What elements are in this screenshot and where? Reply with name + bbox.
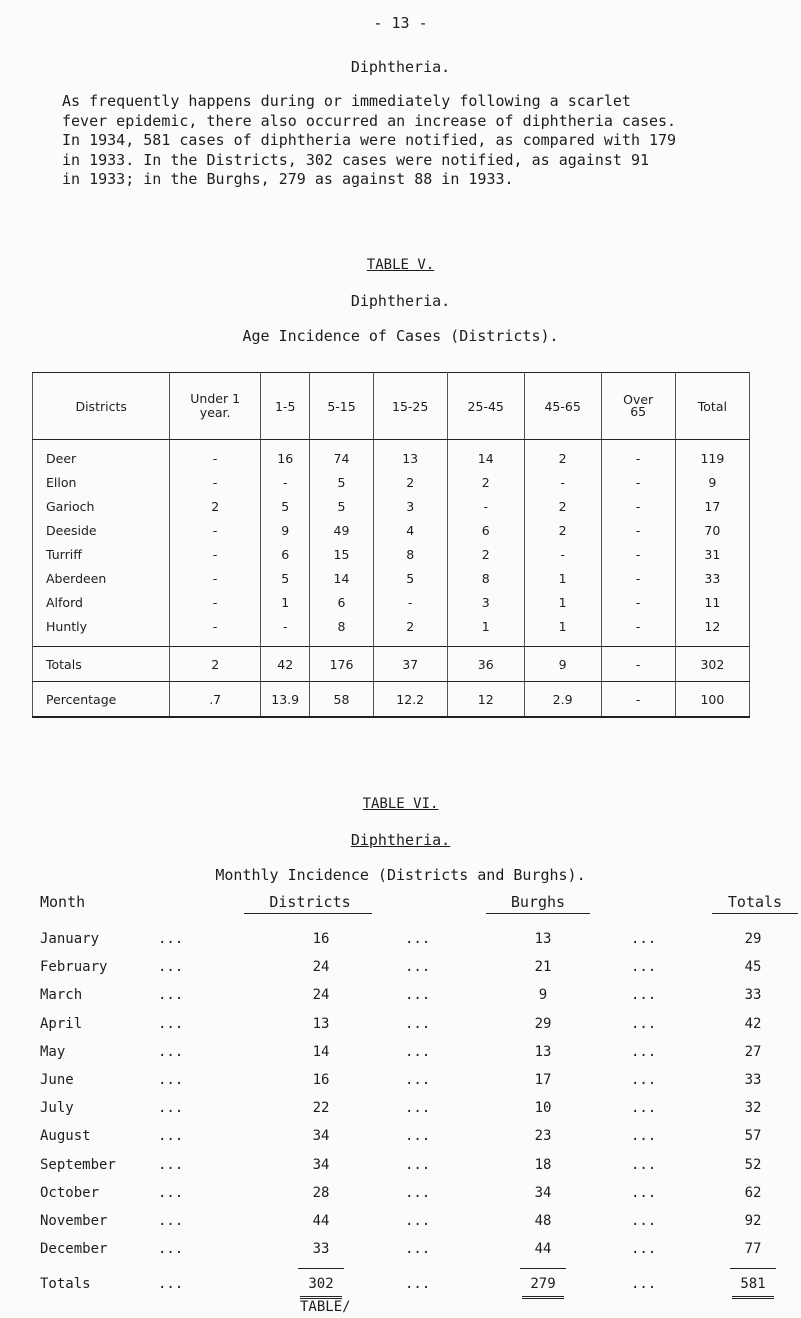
header-cell: 5-15 bbox=[310, 373, 373, 440]
leader-dots: ... bbox=[405, 1213, 431, 1229]
leader-dots: ... bbox=[405, 987, 431, 1004]
totals-cell: - bbox=[601, 647, 675, 682]
month-label: May bbox=[40, 1043, 66, 1060]
leader-dots: ... bbox=[631, 1072, 657, 1088]
leader-dots: ... bbox=[405, 1015, 431, 1032]
leader-dots: ... bbox=[405, 1156, 431, 1173]
table5-subtitle: Age Incidence of Cases (Districts). bbox=[242, 327, 559, 345]
table5-cell: - bbox=[601, 566, 675, 590]
table5-cell: - bbox=[170, 470, 261, 494]
table6-subtitle: Monthly Incidence (Districts and Burghs). bbox=[215, 866, 586, 884]
districts-value: 16 bbox=[312, 931, 330, 947]
age-incidence-table bbox=[32, 372, 750, 718]
table5-cell: 5 bbox=[373, 566, 447, 590]
table5-cell: - bbox=[601, 494, 675, 518]
leader-dots: ... bbox=[158, 1100, 184, 1117]
total-value: 92 bbox=[744, 1213, 762, 1229]
leader-dots: ... bbox=[158, 1276, 184, 1292]
total-value: 52 bbox=[744, 1156, 762, 1173]
header-over-65: Over 65 bbox=[623, 392, 654, 419]
double-rule bbox=[732, 1296, 774, 1299]
table5-cell: - bbox=[170, 518, 261, 542]
table5-title: Diphtheria. bbox=[350, 292, 451, 310]
table6-totals-row bbox=[0, 1276, 801, 1300]
leader-dots: ... bbox=[631, 1043, 657, 1060]
percentage-cell: - bbox=[601, 682, 675, 718]
districts-value: 16 bbox=[312, 1072, 330, 1088]
table5-cell: 14 bbox=[447, 440, 524, 471]
double-rule bbox=[522, 1296, 564, 1299]
leader-dots: ... bbox=[158, 1128, 184, 1145]
table5-cell: 13 bbox=[373, 440, 447, 471]
rule bbox=[244, 913, 372, 914]
burghs-value: 13 bbox=[534, 931, 552, 947]
month-label: December bbox=[40, 1241, 108, 1258]
percentage-label: Percentage bbox=[33, 682, 170, 718]
table5-cell: 5 bbox=[260, 494, 309, 518]
header-cell: Total bbox=[675, 373, 749, 440]
leader-dots: ... bbox=[405, 1072, 431, 1088]
table5-cell: 14 bbox=[310, 566, 373, 590]
total-value: 62 bbox=[744, 1184, 762, 1201]
month-label: February bbox=[40, 959, 108, 976]
table5-cell: - bbox=[601, 614, 675, 647]
burghs-value: 21 bbox=[534, 959, 552, 976]
leader-dots: ... bbox=[631, 1015, 657, 1032]
leader-dots: ... bbox=[158, 1015, 184, 1032]
district-name: Turriff bbox=[33, 542, 170, 566]
burghs-value: 44 bbox=[534, 1241, 552, 1258]
table5-cell: 4 bbox=[373, 518, 447, 542]
total-value: 42 bbox=[744, 1015, 762, 1032]
total-value: 29 bbox=[744, 931, 762, 947]
page-number: - 13 - bbox=[373, 14, 428, 32]
leader-dots: ... bbox=[158, 1156, 184, 1173]
intro-paragraph: As frequently happens during or immediately following a scarlet fever epidemic, there also occurred an increase of diphtheria cases. In 1934, 581 cases of diphtheria were notified, as compared with 179 in 1933. In the Districts, 302 cases were notified, as against 91 in 1933; in the Burghs, 279 as against 88 in 1933. bbox=[62, 92, 677, 188]
table5-cell: 1 bbox=[524, 614, 601, 647]
table5-percentage-row bbox=[33, 682, 750, 718]
totals-burghs: 279 bbox=[530, 1276, 556, 1292]
month-row bbox=[0, 931, 801, 955]
table5-cell: 5 bbox=[260, 566, 309, 590]
districts-value: 33 bbox=[312, 1241, 330, 1258]
rule bbox=[712, 913, 798, 914]
burghs-value: 10 bbox=[534, 1100, 552, 1117]
col-burghs: Burghs bbox=[510, 893, 566, 911]
percentage-cell: 58 bbox=[310, 682, 373, 718]
table5-cell: 16 bbox=[260, 440, 309, 471]
month-row bbox=[0, 1213, 801, 1237]
table5-cell: 2 bbox=[524, 518, 601, 542]
burghs-value: 13 bbox=[534, 1043, 552, 1060]
leader-dots: ... bbox=[631, 1156, 657, 1173]
leader-dots: ... bbox=[158, 987, 184, 1004]
leader-dots: ... bbox=[631, 959, 657, 976]
table5-cell: 5 bbox=[310, 470, 373, 494]
burghs-value: 9 bbox=[538, 987, 548, 1004]
month-label: July bbox=[40, 1100, 74, 1117]
leader-dots: ... bbox=[405, 1128, 431, 1145]
table5-cell: - bbox=[170, 440, 261, 471]
table5-cell: 31 bbox=[675, 542, 749, 566]
totals-cell: 36 bbox=[447, 647, 524, 682]
total-value: 33 bbox=[744, 987, 762, 1004]
table5-row bbox=[33, 566, 750, 590]
total-value: 33 bbox=[744, 1072, 762, 1088]
col-districts: Districts bbox=[269, 893, 351, 911]
leader-dots: ... bbox=[405, 931, 431, 947]
totals-label: Totals bbox=[40, 1276, 91, 1292]
month-row bbox=[0, 1128, 801, 1152]
percentage-cell: 13.9 bbox=[260, 682, 309, 718]
sum-rule bbox=[730, 1268, 776, 1269]
leader-dots: ... bbox=[158, 1072, 184, 1088]
totals-cell: 37 bbox=[373, 647, 447, 682]
leader-dots: ... bbox=[631, 1276, 657, 1292]
totals-cell: 302 bbox=[675, 647, 749, 682]
table5-cell: 12 bbox=[675, 614, 749, 647]
district-name: Alford bbox=[33, 590, 170, 614]
table5-cell: - bbox=[601, 470, 675, 494]
table5-cell: 6 bbox=[260, 542, 309, 566]
table5-cell: 3 bbox=[373, 494, 447, 518]
table5-cell: 9 bbox=[260, 518, 309, 542]
table5-cell: 6 bbox=[447, 518, 524, 542]
month-label: September bbox=[40, 1156, 116, 1173]
month-label: June bbox=[40, 1072, 74, 1088]
percentage-cell: 100 bbox=[675, 682, 749, 718]
districts-value: 24 bbox=[312, 959, 330, 976]
table5-cell: 17 bbox=[675, 494, 749, 518]
percentage-cell: 12 bbox=[447, 682, 524, 718]
rule bbox=[486, 913, 590, 914]
leader-dots: ... bbox=[405, 959, 431, 976]
table5-cell: 1 bbox=[447, 614, 524, 647]
month-row bbox=[0, 1072, 801, 1096]
districts-value: 22 bbox=[312, 1100, 330, 1117]
districts-value: 34 bbox=[312, 1128, 330, 1145]
table5-cell: - bbox=[524, 470, 601, 494]
leader-dots: ... bbox=[405, 1276, 431, 1292]
total-value: 27 bbox=[744, 1043, 762, 1060]
table5-cell: 2 bbox=[170, 494, 261, 518]
header-cell: 1-5 bbox=[260, 373, 309, 440]
sum-rule bbox=[298, 1268, 344, 1269]
table5-cell: 6 bbox=[310, 590, 373, 614]
table5-cell: - bbox=[260, 614, 309, 647]
districts-value: 34 bbox=[312, 1156, 330, 1173]
month-label: October bbox=[40, 1184, 100, 1201]
table5-row bbox=[33, 614, 750, 647]
table5-cell: - bbox=[601, 590, 675, 614]
leader-dots: ... bbox=[631, 987, 657, 1004]
table5-cell: 2 bbox=[373, 470, 447, 494]
district-name: Huntly bbox=[33, 614, 170, 647]
month-row bbox=[0, 959, 801, 983]
table5-cell: 2 bbox=[447, 542, 524, 566]
table5-cell: 1 bbox=[524, 566, 601, 590]
districts-value: 44 bbox=[312, 1213, 330, 1229]
table5-cell: - bbox=[170, 566, 261, 590]
totals-cell: 9 bbox=[524, 647, 601, 682]
leader-dots: ... bbox=[158, 1043, 184, 1060]
header-cell: 25-45 bbox=[447, 373, 524, 440]
table5-cell: - bbox=[601, 440, 675, 471]
table5-row bbox=[33, 518, 750, 542]
table5-header-row bbox=[33, 373, 750, 440]
burghs-value: 23 bbox=[534, 1128, 552, 1145]
table6-title: Diphtheria. bbox=[350, 831, 451, 849]
table5-cell: 2 bbox=[524, 494, 601, 518]
leader-dots: ... bbox=[405, 1043, 431, 1060]
leader-dots: ... bbox=[158, 1184, 184, 1201]
table5-cell: 3 bbox=[447, 590, 524, 614]
header-under-1: Under 1 year. bbox=[190, 391, 241, 420]
col-month: Month bbox=[40, 893, 86, 911]
burghs-value: 34 bbox=[534, 1184, 552, 1201]
burghs-value: 18 bbox=[534, 1156, 552, 1173]
table5-cell: - bbox=[170, 542, 261, 566]
table5-row bbox=[33, 590, 750, 614]
table5-cell: 5 bbox=[310, 494, 373, 518]
table5-cell: 15 bbox=[310, 542, 373, 566]
totals-cell: 42 bbox=[260, 647, 309, 682]
districts-value: 13 bbox=[312, 1015, 330, 1032]
table5-cell: 8 bbox=[447, 566, 524, 590]
table5-row bbox=[33, 542, 750, 566]
totals-total: 581 bbox=[740, 1276, 766, 1292]
district-name: Aberdeen bbox=[33, 566, 170, 590]
table5-row bbox=[33, 494, 750, 518]
table5-cell: 11 bbox=[675, 590, 749, 614]
leader-dots: ... bbox=[631, 931, 657, 947]
table5-cell: 2 bbox=[373, 614, 447, 647]
leader-dots: ... bbox=[158, 1241, 184, 1258]
table6-label: TABLE VI. bbox=[362, 796, 439, 812]
leader-dots: ... bbox=[631, 1100, 657, 1117]
table5-totals-row bbox=[33, 647, 750, 682]
totals-label: Totals bbox=[33, 647, 170, 682]
percentage-cell: .7 bbox=[170, 682, 261, 718]
table5-row bbox=[33, 440, 750, 471]
leader-dots: ... bbox=[405, 1100, 431, 1117]
table5-cell: 70 bbox=[675, 518, 749, 542]
month-row bbox=[0, 1185, 801, 1209]
header-cell bbox=[601, 373, 675, 440]
burghs-value: 29 bbox=[534, 1015, 552, 1032]
table5-cell: 1 bbox=[260, 590, 309, 614]
table5-cell: - bbox=[373, 590, 447, 614]
burghs-value: 48 bbox=[534, 1213, 552, 1229]
table5-label: TABLE V. bbox=[366, 257, 435, 273]
table5-cell: - bbox=[524, 542, 601, 566]
leader-dots: ... bbox=[405, 1184, 431, 1201]
leader-dots: ... bbox=[405, 1241, 431, 1258]
month-label: March bbox=[40, 987, 83, 1004]
totals-districts: 302 bbox=[308, 1276, 334, 1292]
leader-dots: ... bbox=[158, 931, 184, 947]
total-value: 32 bbox=[744, 1100, 762, 1117]
month-row bbox=[0, 1157, 801, 1181]
month-row bbox=[0, 987, 801, 1011]
totals-cell: 2 bbox=[170, 647, 261, 682]
leader-dots: ... bbox=[631, 1241, 657, 1258]
table5-cell: - bbox=[447, 494, 524, 518]
district-name: Ellon bbox=[33, 470, 170, 494]
table5-cell: 1 bbox=[524, 590, 601, 614]
districts-value: 14 bbox=[312, 1043, 330, 1060]
month-row bbox=[0, 1044, 801, 1068]
totals-cell: 176 bbox=[310, 647, 373, 682]
leader-dots: ... bbox=[158, 1213, 184, 1229]
table5-cell: 2 bbox=[524, 440, 601, 471]
table5-cell: 9 bbox=[675, 470, 749, 494]
district-name: Deeside bbox=[33, 518, 170, 542]
col-totals: Totals bbox=[727, 893, 783, 911]
table5-cell: - bbox=[260, 470, 309, 494]
sum-rule bbox=[520, 1268, 566, 1269]
month-label: April bbox=[40, 1015, 83, 1032]
header-cell bbox=[170, 373, 261, 440]
table5-cell: - bbox=[601, 542, 675, 566]
percentage-cell: 12.2 bbox=[373, 682, 447, 718]
leader-dots: ... bbox=[631, 1184, 657, 1201]
leader-dots: ... bbox=[631, 1213, 657, 1229]
table5-cell: - bbox=[170, 590, 261, 614]
month-label: August bbox=[40, 1128, 91, 1145]
table5-cell: - bbox=[601, 518, 675, 542]
month-label: January bbox=[40, 931, 100, 947]
districts-value: 28 bbox=[312, 1184, 330, 1201]
total-value: 45 bbox=[744, 959, 762, 976]
footer-catchword: TABLE/ bbox=[300, 1299, 351, 1315]
header-cell: 45-65 bbox=[524, 373, 601, 440]
header-cell: 15-25 bbox=[373, 373, 447, 440]
table5-cell: 119 bbox=[675, 440, 749, 471]
district-name: Deer bbox=[33, 440, 170, 471]
table5-cell: 33 bbox=[675, 566, 749, 590]
month-row bbox=[0, 1016, 801, 1040]
table5-cell: 8 bbox=[310, 614, 373, 647]
total-value: 57 bbox=[744, 1128, 762, 1145]
table5-cell: 2 bbox=[447, 470, 524, 494]
section-title: Diphtheria. bbox=[350, 58, 451, 76]
district-name: Garioch bbox=[33, 494, 170, 518]
table5-cell: - bbox=[170, 614, 261, 647]
districts-value: 24 bbox=[312, 987, 330, 1004]
leader-dots: ... bbox=[631, 1128, 657, 1145]
table5-cell: 49 bbox=[310, 518, 373, 542]
total-value: 77 bbox=[744, 1241, 762, 1258]
month-row bbox=[0, 1241, 801, 1265]
month-row bbox=[0, 1100, 801, 1124]
leader-dots: ... bbox=[158, 959, 184, 976]
burghs-value: 17 bbox=[534, 1072, 552, 1088]
table5-cell: 8 bbox=[373, 542, 447, 566]
header-cell: Districts bbox=[33, 373, 170, 440]
percentage-cell: 2.9 bbox=[524, 682, 601, 718]
month-label: November bbox=[40, 1213, 108, 1229]
table5-cell: 74 bbox=[310, 440, 373, 471]
table5-row bbox=[33, 470, 750, 494]
